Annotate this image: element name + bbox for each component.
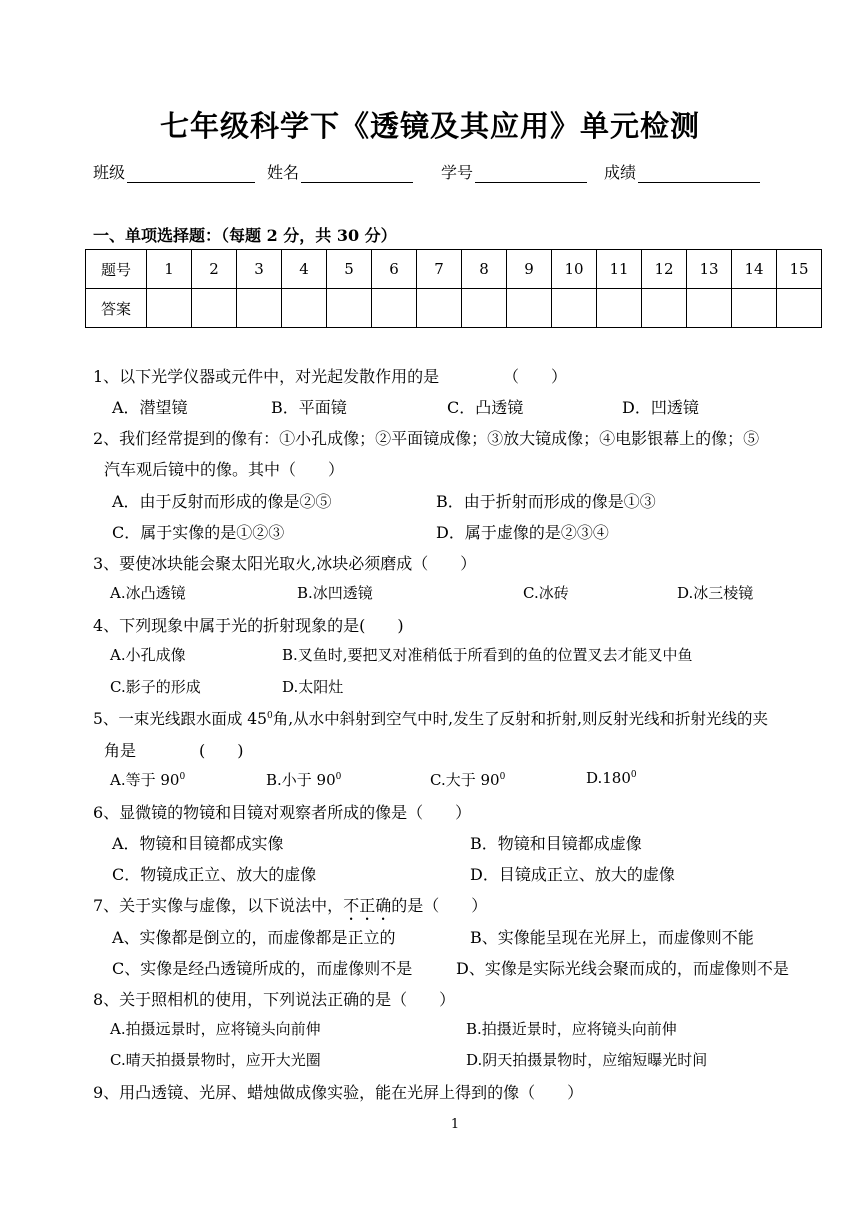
answer-cell[interactable] bbox=[192, 289, 237, 328]
row-label-answer: 答案 bbox=[86, 289, 147, 328]
row-label-number: 题号 bbox=[86, 250, 147, 289]
question-text: 5、一束光线跟水面成 45 bbox=[93, 710, 268, 728]
score-field bbox=[604, 160, 760, 183]
question-5-option-d bbox=[586, 769, 637, 787]
question-2-stem-line-2: 汽车观后镜中的像。其中（ ） bbox=[104, 460, 345, 479]
question-4-option-d: D.太阳灶 bbox=[282, 678, 344, 696]
answer-cell[interactable] bbox=[372, 289, 417, 328]
student-id-field bbox=[441, 160, 587, 183]
question-1-option-d: D．凹透镜 bbox=[622, 398, 699, 417]
answer-cell[interactable] bbox=[687, 289, 732, 328]
question-3-option-c: C.冰砖 bbox=[523, 584, 569, 602]
question-1-paren: （ ） bbox=[503, 367, 568, 386]
class-label: 班级 bbox=[93, 163, 126, 182]
emphasized-text: 不正确 bbox=[343, 896, 392, 915]
table-cell-number: 13 bbox=[687, 250, 732, 289]
table-cell-number: 4 bbox=[282, 250, 327, 289]
question-4-option-b: B.叉鱼时,要把叉对准稍低于所看到的鱼的位置叉去才能叉中鱼 bbox=[282, 646, 693, 664]
question-3-stem: 3、要使冰块能会聚太阳光取火,冰块必须磨成（ ） bbox=[93, 554, 477, 573]
question-1-option-c: C．凸透镜 bbox=[447, 398, 524, 417]
question-8-stem: 8、关于照相机的使用，下列说法正确的是（ ） bbox=[93, 990, 456, 1009]
question-8-option-c: C.晴天拍摄景物时，应开大光圈 bbox=[110, 1051, 321, 1069]
question-7-option-c: C、实像是经凸透镜所成的，而虚像则不是 bbox=[112, 959, 413, 978]
question-3-option-b: B.冰凹透镜 bbox=[297, 584, 373, 602]
question-9-stem: 9、用凸透镜、光屏、蜡烛做成像实验，能在光屏上得到的像（ ） bbox=[93, 1083, 584, 1102]
question-text: 角,从水中斜射到空气中时,发生了反射和折射,则反射光线和折射光线的夹 bbox=[272, 710, 769, 728]
question-5-option-a bbox=[110, 769, 185, 790]
answer-cell[interactable] bbox=[417, 289, 462, 328]
answer-cell[interactable] bbox=[597, 289, 642, 328]
degree-mark: 0 bbox=[630, 770, 637, 780]
question-5-option-b bbox=[266, 769, 341, 790]
name-field bbox=[267, 160, 413, 183]
table-cell-number: 1 bbox=[147, 250, 192, 289]
question-4-stem: 4、下列现象中属于光的折射现象的是( ) bbox=[93, 616, 404, 635]
name-label: 姓名 bbox=[267, 163, 300, 182]
table-cell-number: 8 bbox=[462, 250, 507, 289]
question-8-option-d: D.阴天拍摄景物时，应缩短曝光时间 bbox=[466, 1051, 708, 1069]
answer-table bbox=[85, 249, 822, 328]
table-cell-number: 2 bbox=[192, 250, 237, 289]
table-cell-number: 7 bbox=[417, 250, 462, 289]
question-4-option-a: A.小孔成像 bbox=[110, 646, 186, 664]
question-1-stem bbox=[93, 364, 439, 387]
question-7-option-d: D、实像是实际光线会聚而成的，而虚像则不是 bbox=[456, 959, 789, 978]
question-7-option-b: B、实像能呈现在光屏上，而虚像则不能 bbox=[470, 928, 754, 947]
table-cell-number: 10 bbox=[552, 250, 597, 289]
degree-mark: 0 bbox=[499, 772, 506, 782]
class-blank[interactable] bbox=[127, 166, 255, 183]
question-text: 7、关于实像与虚像，以下说法中， bbox=[93, 896, 344, 915]
answer-cell[interactable] bbox=[462, 289, 507, 328]
option-text: A.等于 90 bbox=[110, 771, 180, 789]
answer-cell[interactable] bbox=[282, 289, 327, 328]
table-cell-number: 11 bbox=[597, 250, 642, 289]
question-8-option-a: A.拍摄远景时，应将镜头向前伸 bbox=[110, 1020, 321, 1038]
table-cell-number: 3 bbox=[237, 250, 282, 289]
question-2-stem-line-1: 2、我们经常提到的像有：①小孔成像；②平面镜成像；③放大镜成像；④电影银幕上的像；⑤ bbox=[93, 429, 760, 448]
answer-cell[interactable] bbox=[777, 289, 822, 328]
answer-cell[interactable] bbox=[507, 289, 552, 328]
table-cell-number: 9 bbox=[507, 250, 552, 289]
answer-cell[interactable] bbox=[327, 289, 372, 328]
question-6-option-c: C．物镜成正立、放大的虚像 bbox=[112, 865, 317, 884]
option-text: D.180 bbox=[586, 769, 631, 787]
question-5-stem-line-2: 角是 bbox=[104, 741, 137, 760]
question-4-option-c: C.影子的形成 bbox=[110, 678, 201, 696]
question-2-option-a: A．由于反射而形成的像是②⑤ bbox=[112, 492, 332, 511]
question-6-option-d: D．目镜成正立、放大的虚像 bbox=[470, 865, 675, 884]
answer-cell[interactable] bbox=[552, 289, 597, 328]
question-7-stem bbox=[93, 893, 487, 924]
answer-cell[interactable] bbox=[237, 289, 282, 328]
page-number: 1 bbox=[450, 1117, 460, 1132]
question-5-stem-line-1 bbox=[93, 707, 768, 729]
table-cell-number: 12 bbox=[642, 250, 687, 289]
score-label: 成绩 bbox=[604, 163, 637, 182]
degree-mark: 0 bbox=[267, 710, 273, 721]
question-2-option-d: D．属于虚像的是②③④ bbox=[436, 523, 609, 542]
table-cell-number: 6 bbox=[372, 250, 417, 289]
student-id-blank[interactable] bbox=[475, 166, 587, 183]
table-cell-number: 14 bbox=[732, 250, 777, 289]
question-1-option-b: B．平面镜 bbox=[271, 398, 347, 417]
class-field bbox=[93, 160, 255, 183]
answer-cell[interactable] bbox=[642, 289, 687, 328]
degree-mark: 0 bbox=[179, 772, 186, 782]
question-2-option-b: B．由于折射而形成的像是①③ bbox=[436, 492, 656, 511]
question-6-option-a: A．物镜和目镜都成实像 bbox=[112, 834, 284, 853]
student-id-label: 学号 bbox=[441, 163, 474, 182]
answer-row bbox=[86, 289, 822, 328]
question-1-option-a: A．潜望镜 bbox=[112, 398, 188, 417]
question-3-option-a: A.冰凸透镜 bbox=[110, 584, 186, 602]
question-text: 的是（ ） bbox=[391, 896, 488, 915]
page-title: 七年级科学下《透镜及其应用》单元检测 bbox=[159, 109, 700, 143]
score-blank[interactable] bbox=[638, 166, 760, 183]
option-text: C.大于 90 bbox=[430, 771, 500, 789]
table-cell-number: 5 bbox=[327, 250, 372, 289]
question-2-option-c: C．属于实像的是①②③ bbox=[112, 523, 285, 542]
question-8-option-b: B.拍摄近景时，应将镜头向前伸 bbox=[466, 1020, 677, 1038]
question-5-option-c bbox=[430, 769, 505, 790]
question-6-option-b: B．物镜和目镜都成虚像 bbox=[470, 834, 642, 853]
question-7-option-a: A、实像都是倒立的，而虚像都是正立的 bbox=[112, 928, 396, 947]
question-3-option-d: D.冰三棱镜 bbox=[677, 584, 754, 602]
question-text: 1、以下光学仪器或元件中，对光起发散作用的是 bbox=[93, 367, 440, 386]
question-5-paren: ( ) bbox=[199, 741, 244, 760]
section-heading: 一、单项选择题：（每题 2 分，共 30 分） bbox=[93, 226, 397, 245]
degree-mark: 0 bbox=[335, 772, 342, 782]
table-cell-number: 15 bbox=[777, 250, 822, 289]
answer-cell[interactable] bbox=[147, 289, 192, 328]
answer-cell[interactable] bbox=[732, 289, 777, 328]
number-row bbox=[86, 250, 822, 289]
option-text: B.小于 90 bbox=[266, 771, 336, 789]
question-6-stem: 6、显微镜的物镜和目镜对观察者所成的像是（ ） bbox=[93, 803, 472, 822]
name-blank[interactable] bbox=[301, 166, 413, 183]
